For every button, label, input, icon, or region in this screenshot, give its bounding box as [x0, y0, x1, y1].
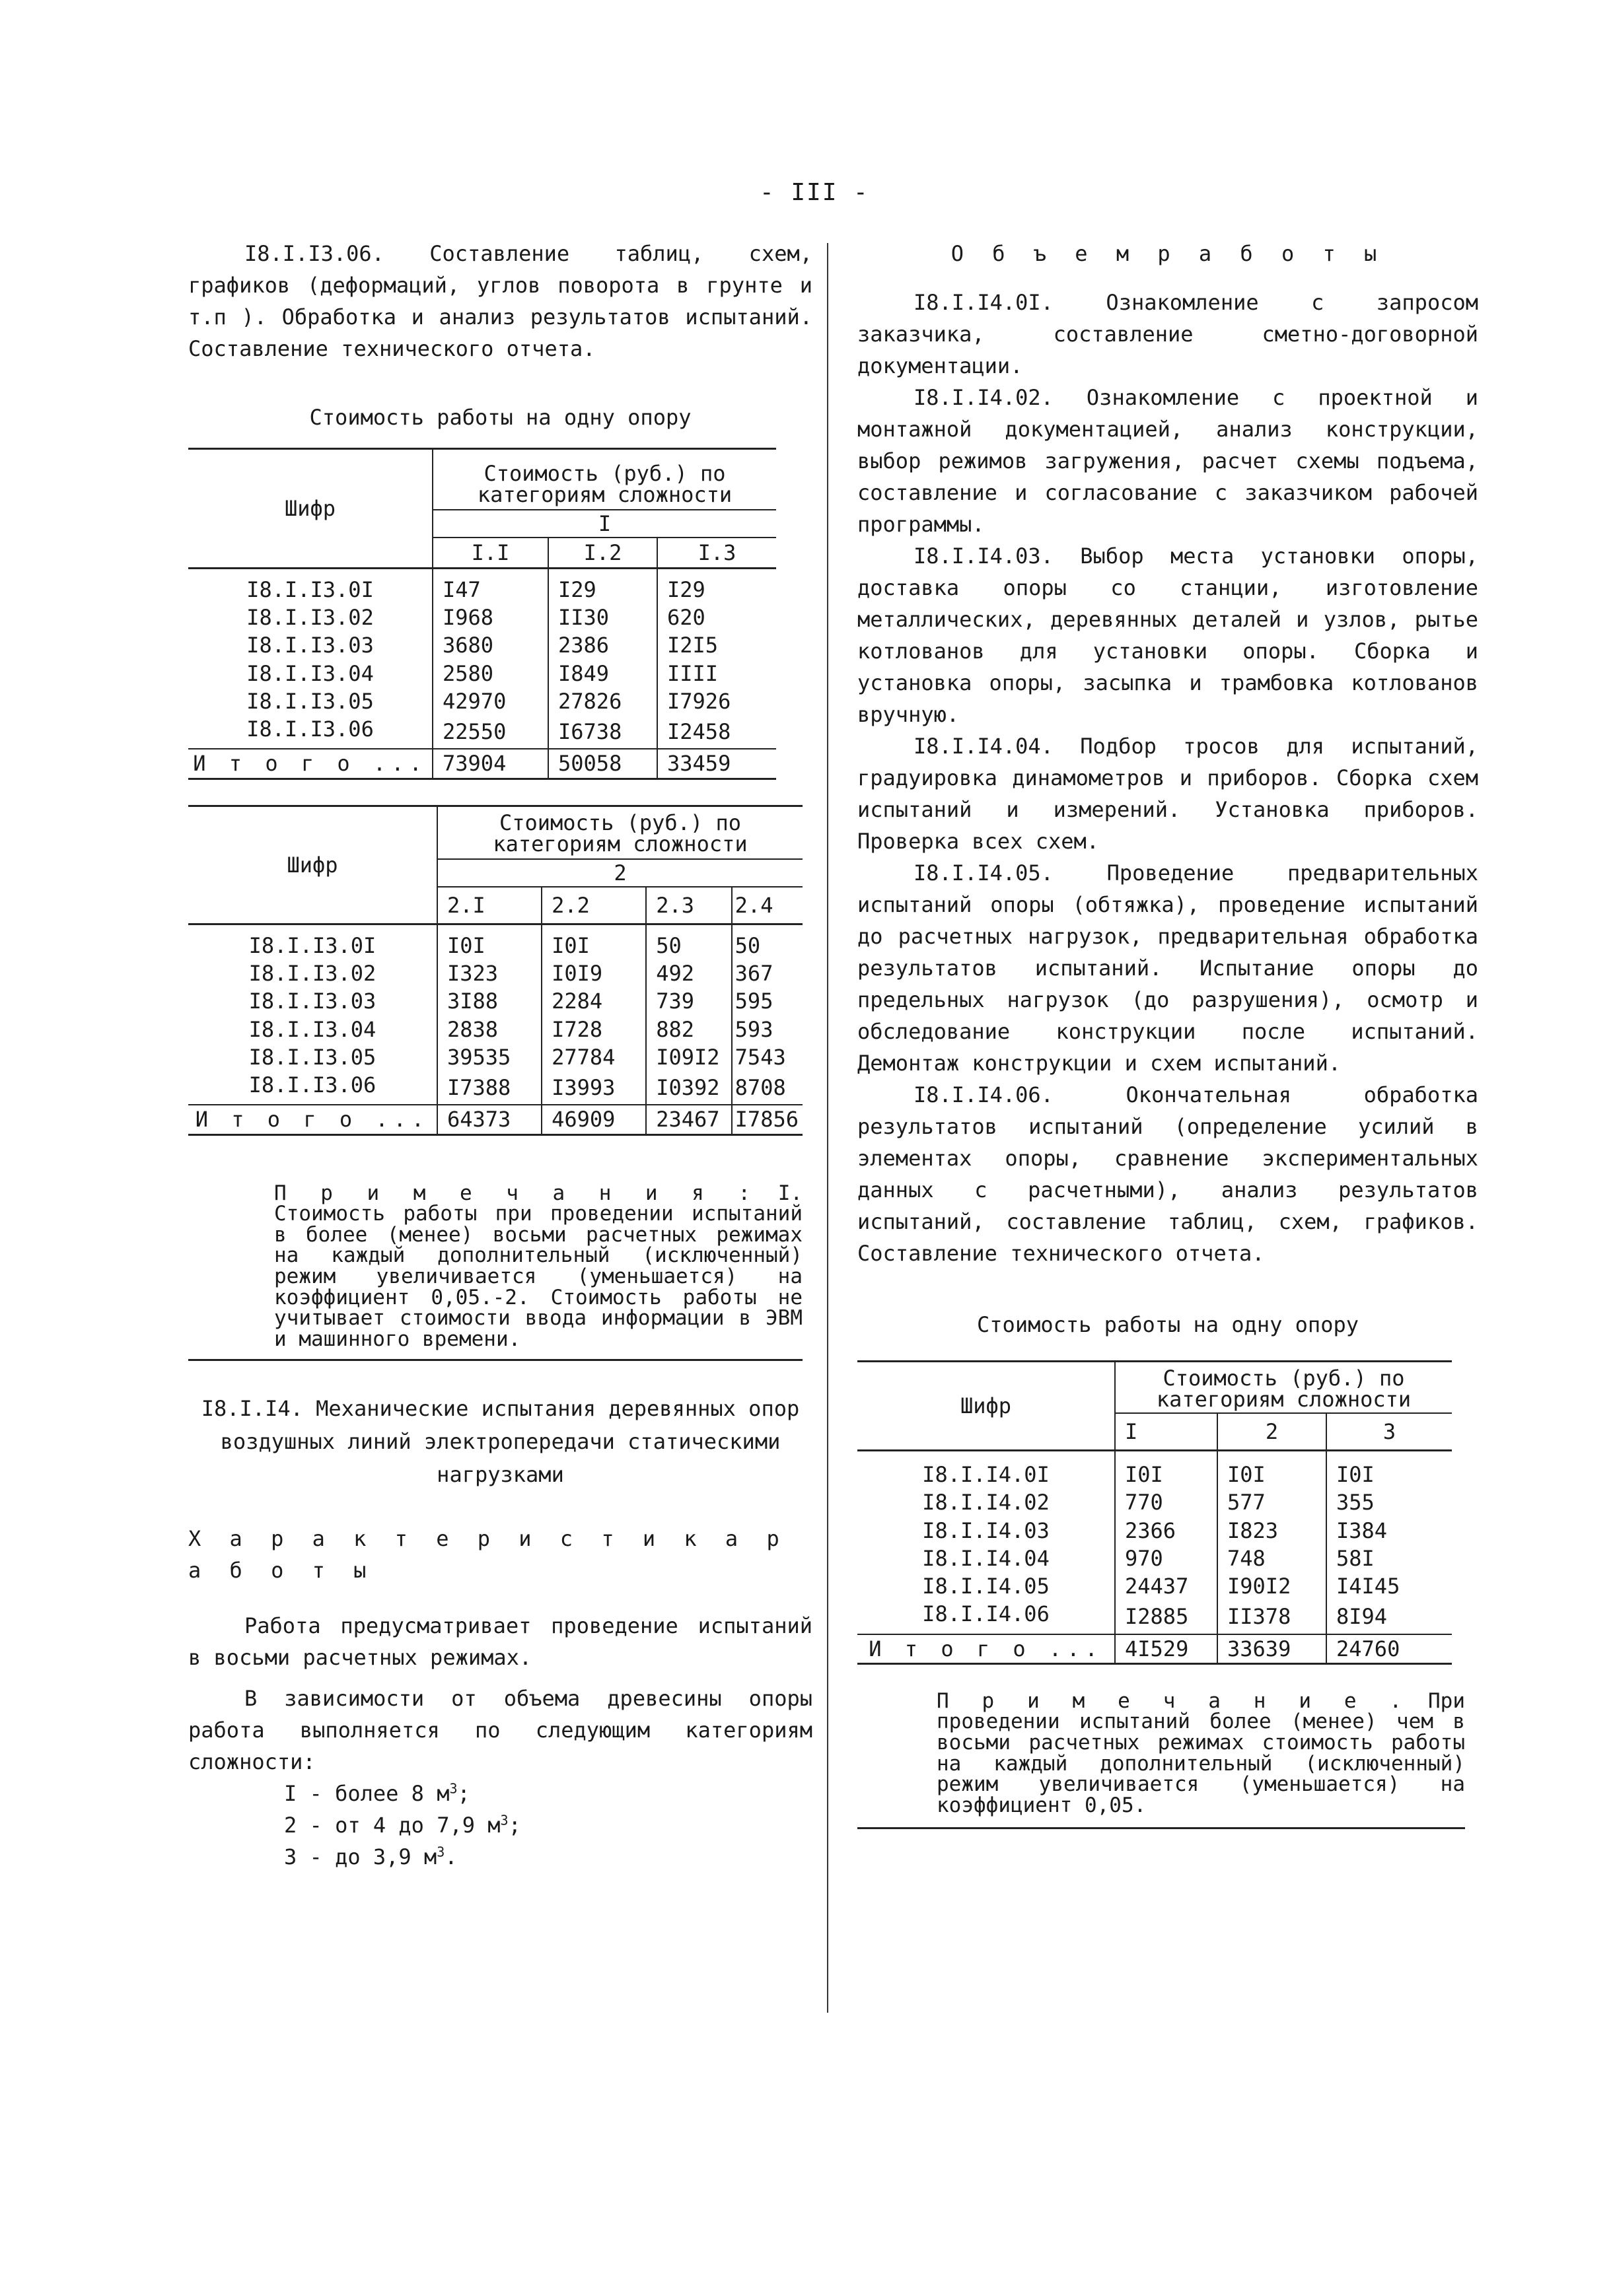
table-cell-code: I8.I.I4.0I — [922, 1462, 1050, 1488]
table-cell: 7543 — [732, 1043, 803, 1071]
table-cell: 50 — [646, 924, 731, 959]
table-cell: 577 — [1217, 1488, 1326, 1516]
table-total: 64373 — [437, 1105, 542, 1134]
table-cell: 355 — [1326, 1488, 1452, 1516]
table-cell: 42970 — [433, 687, 548, 715]
table-cell: I09I2 — [646, 1043, 731, 1071]
table-cell: 748 — [1217, 1545, 1326, 1572]
table-row — [857, 1545, 1452, 1572]
table-row — [857, 1488, 1452, 1516]
table-cell-code: I8.I.I3.05 — [246, 688, 374, 714]
table-cell: 27784 — [542, 1043, 646, 1071]
table-total-label: И т о г о ... — [869, 1636, 1103, 1661]
table2-group: 2 — [437, 859, 803, 887]
scope-paragraph: I8.I.I4.05. Проведение предварительных испытаний опоры (обтяжка), проведение испытаний до расчетных нагрузок, предварительная обработка результатов испытаний. Испытание опоры до предельных нагрузок (до разрушения), осмотр и обследование конструкции после испытаний. Демонтаж конструкции и схем испытаний. — [857, 860, 1478, 1076]
table-cell-code: I8.I.I3.06 — [248, 1072, 376, 1098]
table-cell-code: I8.I.I3.04 — [246, 660, 374, 686]
table1-head-code: Шифр — [284, 495, 336, 521]
table-total-label: И т о г о ... — [193, 751, 427, 777]
table1-col: I.2 — [548, 538, 657, 569]
table3-col: 2 — [1217, 1413, 1326, 1451]
table-cell: I0I9 — [542, 959, 646, 987]
table-row — [188, 631, 776, 659]
table1-col: I.3 — [657, 538, 776, 569]
table-cell: I849 — [548, 660, 657, 687]
category-item-3: 3 - до 3,9 $м^3$. — [284, 1844, 458, 1870]
table-cell-code: I8.I.I4.04 — [922, 1545, 1050, 1571]
table-cell: I3993 — [542, 1071, 646, 1105]
table2-body — [188, 924, 803, 1134]
table-cell: 367 — [732, 959, 803, 987]
left-column — [188, 238, 812, 1873]
table-cell: 2284 — [542, 987, 646, 1015]
table-cell: 2580 — [433, 660, 548, 687]
table-cell-code: I8.I.I3.06 — [246, 716, 374, 742]
section-title: I8.I.I4. Механические испытания деревянных опор воздушных линий электропередачи статическими нагрузками — [201, 1396, 800, 1487]
table3-col: I — [1115, 1413, 1217, 1451]
table2-col: 2.4 — [732, 887, 803, 924]
table-cell: I29 — [657, 569, 776, 604]
table-total-row — [188, 1105, 803, 1134]
table-cell-code: I8.I.I3.03 — [248, 989, 376, 1014]
table-cell: 2838 — [437, 1016, 542, 1043]
table-row — [188, 987, 803, 1015]
column-divider — [827, 243, 828, 2013]
table-cell-code: I8.I.I4.05 — [922, 1574, 1050, 1599]
table3-head-code: Шифр — [960, 1393, 1012, 1418]
table-cell-code: I8.I.I3.04 — [248, 1016, 376, 1042]
table-cell-code: I8.I.I3.02 — [246, 605, 374, 631]
table-cell: 8I94 — [1326, 1600, 1452, 1634]
table3-caption: Стоимость работы на одну опору — [977, 1312, 1359, 1337]
scope-paragraph: I8.I.I4.04. Подбор тросов для испытаний, градуировка динамометров и приборов. Сборка схем испытаний и измерений. Установка приборов. Проверка всех схем. — [857, 734, 1478, 854]
table-cell: 27826 — [548, 687, 657, 715]
table2-head-cost: Стоимость (руб.) по категориям сложности — [437, 806, 803, 859]
cost-table-14 — [857, 1360, 1452, 1665]
notes-block — [188, 1183, 803, 1362]
table-cell: I6738 — [548, 715, 657, 749]
table-total: 24760 — [1326, 1634, 1452, 1664]
table-row — [188, 687, 776, 715]
table-cell: I0I — [542, 924, 646, 959]
table2-col: 2.3 — [646, 887, 731, 924]
table-cell-code: I8.I.I3.03 — [246, 633, 374, 658]
table-cell: 970 — [1115, 1545, 1217, 1572]
category-item-1: I - более 8 $м^3$; — [284, 1780, 470, 1807]
table-cell: 58I — [1326, 1545, 1452, 1572]
table-cell: 739 — [646, 987, 731, 1015]
note-block — [857, 1688, 1465, 1829]
scope-paragraph: I8.I.I4.02. Ознакомление с проектной и монтажной документацией, анализ конструкции, выбор режимов загружения, расчет схемы подъема, составление и согласование с заказчиком рабочей программы. — [857, 385, 1478, 537]
table1-head-cost: Стоимость (руб.) по категориям сложности — [433, 449, 776, 510]
table-row — [188, 1043, 803, 1071]
table-cell: I0I — [437, 924, 542, 959]
table-total: I7856 — [732, 1105, 803, 1134]
table-cell: 39535 — [437, 1043, 542, 1071]
table2-head-code: Шифр — [287, 852, 338, 878]
table-row — [857, 1600, 1452, 1634]
table2-col: 2.I — [437, 887, 542, 924]
table-cell: 2366 — [1115, 1517, 1217, 1545]
table-cell-code: I8.I.I3.02 — [248, 961, 376, 987]
table1-body — [188, 569, 776, 779]
table-row — [857, 1572, 1452, 1600]
category-item-2: 2 - от 4 до 7,9 $м^3$; — [284, 1812, 521, 1838]
table-cell-code: I8.I.I3.05 — [248, 1044, 376, 1070]
table-cell: I2I5 — [657, 631, 776, 659]
table-total: 33639 — [1217, 1634, 1326, 1664]
table-row — [188, 959, 803, 987]
scope-paragraph: I8.I.I4.06. Окончательная обработка результатов испытаний (определение усилий в элементах опоры, сравнение экспериментальных данных с расчетными), анализ результатов испытаний, составление таблиц, схем, графиков. Составление технического отчета. — [857, 1082, 1478, 1266]
table3-col: 3 — [1326, 1413, 1452, 1451]
table-cell: 593 — [732, 1016, 803, 1043]
table-cell: I2458 — [657, 715, 776, 749]
note-text — [937, 1688, 1465, 1817]
notes-text — [274, 1183, 803, 1350]
table-cell: I823 — [1217, 1517, 1326, 1545]
characteristic-paragraph-1: Работа предусматривает проведение испытаний в восьми расчетных режимах. — [188, 1613, 812, 1671]
table-cell-code: I8.I.I4.03 — [922, 1517, 1050, 1543]
table-row — [188, 569, 776, 604]
table1-group: I — [433, 510, 776, 538]
table-total-label: И т о г о ... — [195, 1107, 430, 1132]
table-cell: I0392 — [646, 1071, 731, 1105]
table-cell: I0I — [1115, 1451, 1217, 1489]
table-cell: I7926 — [657, 687, 776, 715]
notes-label: П р и м е ч а н и я : — [274, 1181, 758, 1205]
table-cell: I2885 — [1115, 1600, 1217, 1634]
table-cell: I0I — [1326, 1451, 1452, 1489]
table-cell: I323 — [437, 959, 542, 987]
right-column — [857, 238, 1478, 1829]
table-cell: 8708 — [732, 1071, 803, 1105]
table-cell: 492 — [646, 959, 731, 987]
cost-table-category-1 — [188, 448, 776, 780]
note-label: П р и м е ч а н и е . — [937, 1688, 1409, 1713]
table-row — [188, 604, 776, 631]
table-cell: 3680 — [433, 631, 548, 659]
table1-col: I.I — [433, 538, 548, 569]
characteristic-paragraph-2: В зависимости от объема древесины опоры работа выполняется по следующим категориям сложности: — [188, 1686, 812, 1775]
table-cell: 2386 — [548, 631, 657, 659]
table-cell: IIII — [657, 660, 776, 687]
notes-body: I. Стоимость работы при проведении испытаний в более (менее) восьми расчетных режимах на каждый дополнительный (исключенный) режим увеличивается (уменьшается) на коэффициент 0,05.-2. Стоимость работы не учитывает стоимости ввода информации в ЭВМ и машинного времени. — [274, 1181, 803, 1351]
table-cell: 770 — [1115, 1488, 1217, 1516]
table-cell: 50 — [732, 924, 803, 959]
table-row — [857, 1451, 1452, 1489]
table-cell: I47 — [433, 569, 548, 604]
table-row — [188, 924, 803, 959]
scope-heading: О б ъ е м р а б о т ы — [950, 241, 1385, 266]
table-cell: I384 — [1326, 1517, 1452, 1545]
table-total: 50058 — [548, 749, 657, 779]
table-total: 4I529 — [1115, 1634, 1217, 1664]
table-row — [188, 715, 776, 749]
table-row — [188, 1016, 803, 1043]
table-total-row — [188, 749, 776, 779]
cost-table-category-2 — [188, 805, 803, 1136]
table-cell: I4I45 — [1326, 1572, 1452, 1600]
table-cell: 24437 — [1115, 1572, 1217, 1600]
table-cell: II30 — [548, 604, 657, 631]
scope-paragraphs — [857, 287, 1478, 1269]
table-total: 33459 — [657, 749, 776, 779]
table-cell: II378 — [1217, 1600, 1326, 1634]
table-total: 73904 — [433, 749, 548, 779]
table-cell-code: I8.I.I3.0I — [246, 577, 374, 602]
table3-body — [857, 1451, 1452, 1664]
table-cell-code: I8.I.I4.02 — [922, 1490, 1050, 1515]
table-cell: I29 — [548, 569, 657, 604]
table-cell: I7388 — [437, 1071, 542, 1105]
table-cell: 22550 — [433, 715, 548, 749]
table-row — [188, 660, 776, 687]
table-total: 23467 — [646, 1105, 731, 1134]
characteristic-heading: Х а р а к т е р и с т и к а р а б о т ы — [188, 1526, 787, 1583]
table-cell: 3I88 — [437, 987, 542, 1015]
intro-paragraph: I8.I.I3.06. Составление таблиц, схем, графиков (деформаций, углов поворота в грунте и т.п ). Обработка и анализ результатов испытаний. Составление технического отчета. — [188, 241, 812, 361]
table-cell: 620 — [657, 604, 776, 631]
table3-head-cost: Стоимость (руб.) по категориям сложности — [1115, 1362, 1452, 1414]
table-row — [857, 1517, 1452, 1545]
table-cell-code: I8.I.I3.0I — [248, 932, 376, 958]
table-cell: I90I2 — [1217, 1572, 1326, 1600]
table1-caption: Стоимость работы на одну опору — [309, 405, 692, 430]
table-total: 46909 — [542, 1105, 646, 1134]
table-cell: I728 — [542, 1016, 646, 1043]
table2-col: 2.2 — [542, 887, 646, 924]
table-total-row — [857, 1634, 1452, 1664]
table-cell-code: I8.I.I4.06 — [922, 1601, 1050, 1627]
note-body: При проведении испытаний более (менее) чем в восьми расчетных режимах стоимость работы на каждый дополнительный (исключенный) режим увеличивается (уменьшается) на коэффициент 0,05. — [937, 1688, 1465, 1817]
table-row — [188, 1071, 803, 1105]
table-cell: I968 — [433, 604, 548, 631]
table-cell: I0I — [1217, 1451, 1326, 1489]
scope-paragraph: I8.I.I4.0I. Ознакомление с запросом заказчика, составление сметно-договорной документации. — [857, 290, 1478, 378]
table-cell: 882 — [646, 1016, 731, 1043]
table-cell: 595 — [732, 987, 803, 1015]
page-number: - III - — [760, 179, 869, 206]
scope-paragraph: I8.I.I4.03. Выбор места установки опоры, доставка опоры со станции, изготовление металлических, деревянных деталей и узлов, рытье котлованов для установки опоры. Сборка и установка опоры, засыпка и трамбовка котлованов вручную. — [857, 543, 1478, 727]
